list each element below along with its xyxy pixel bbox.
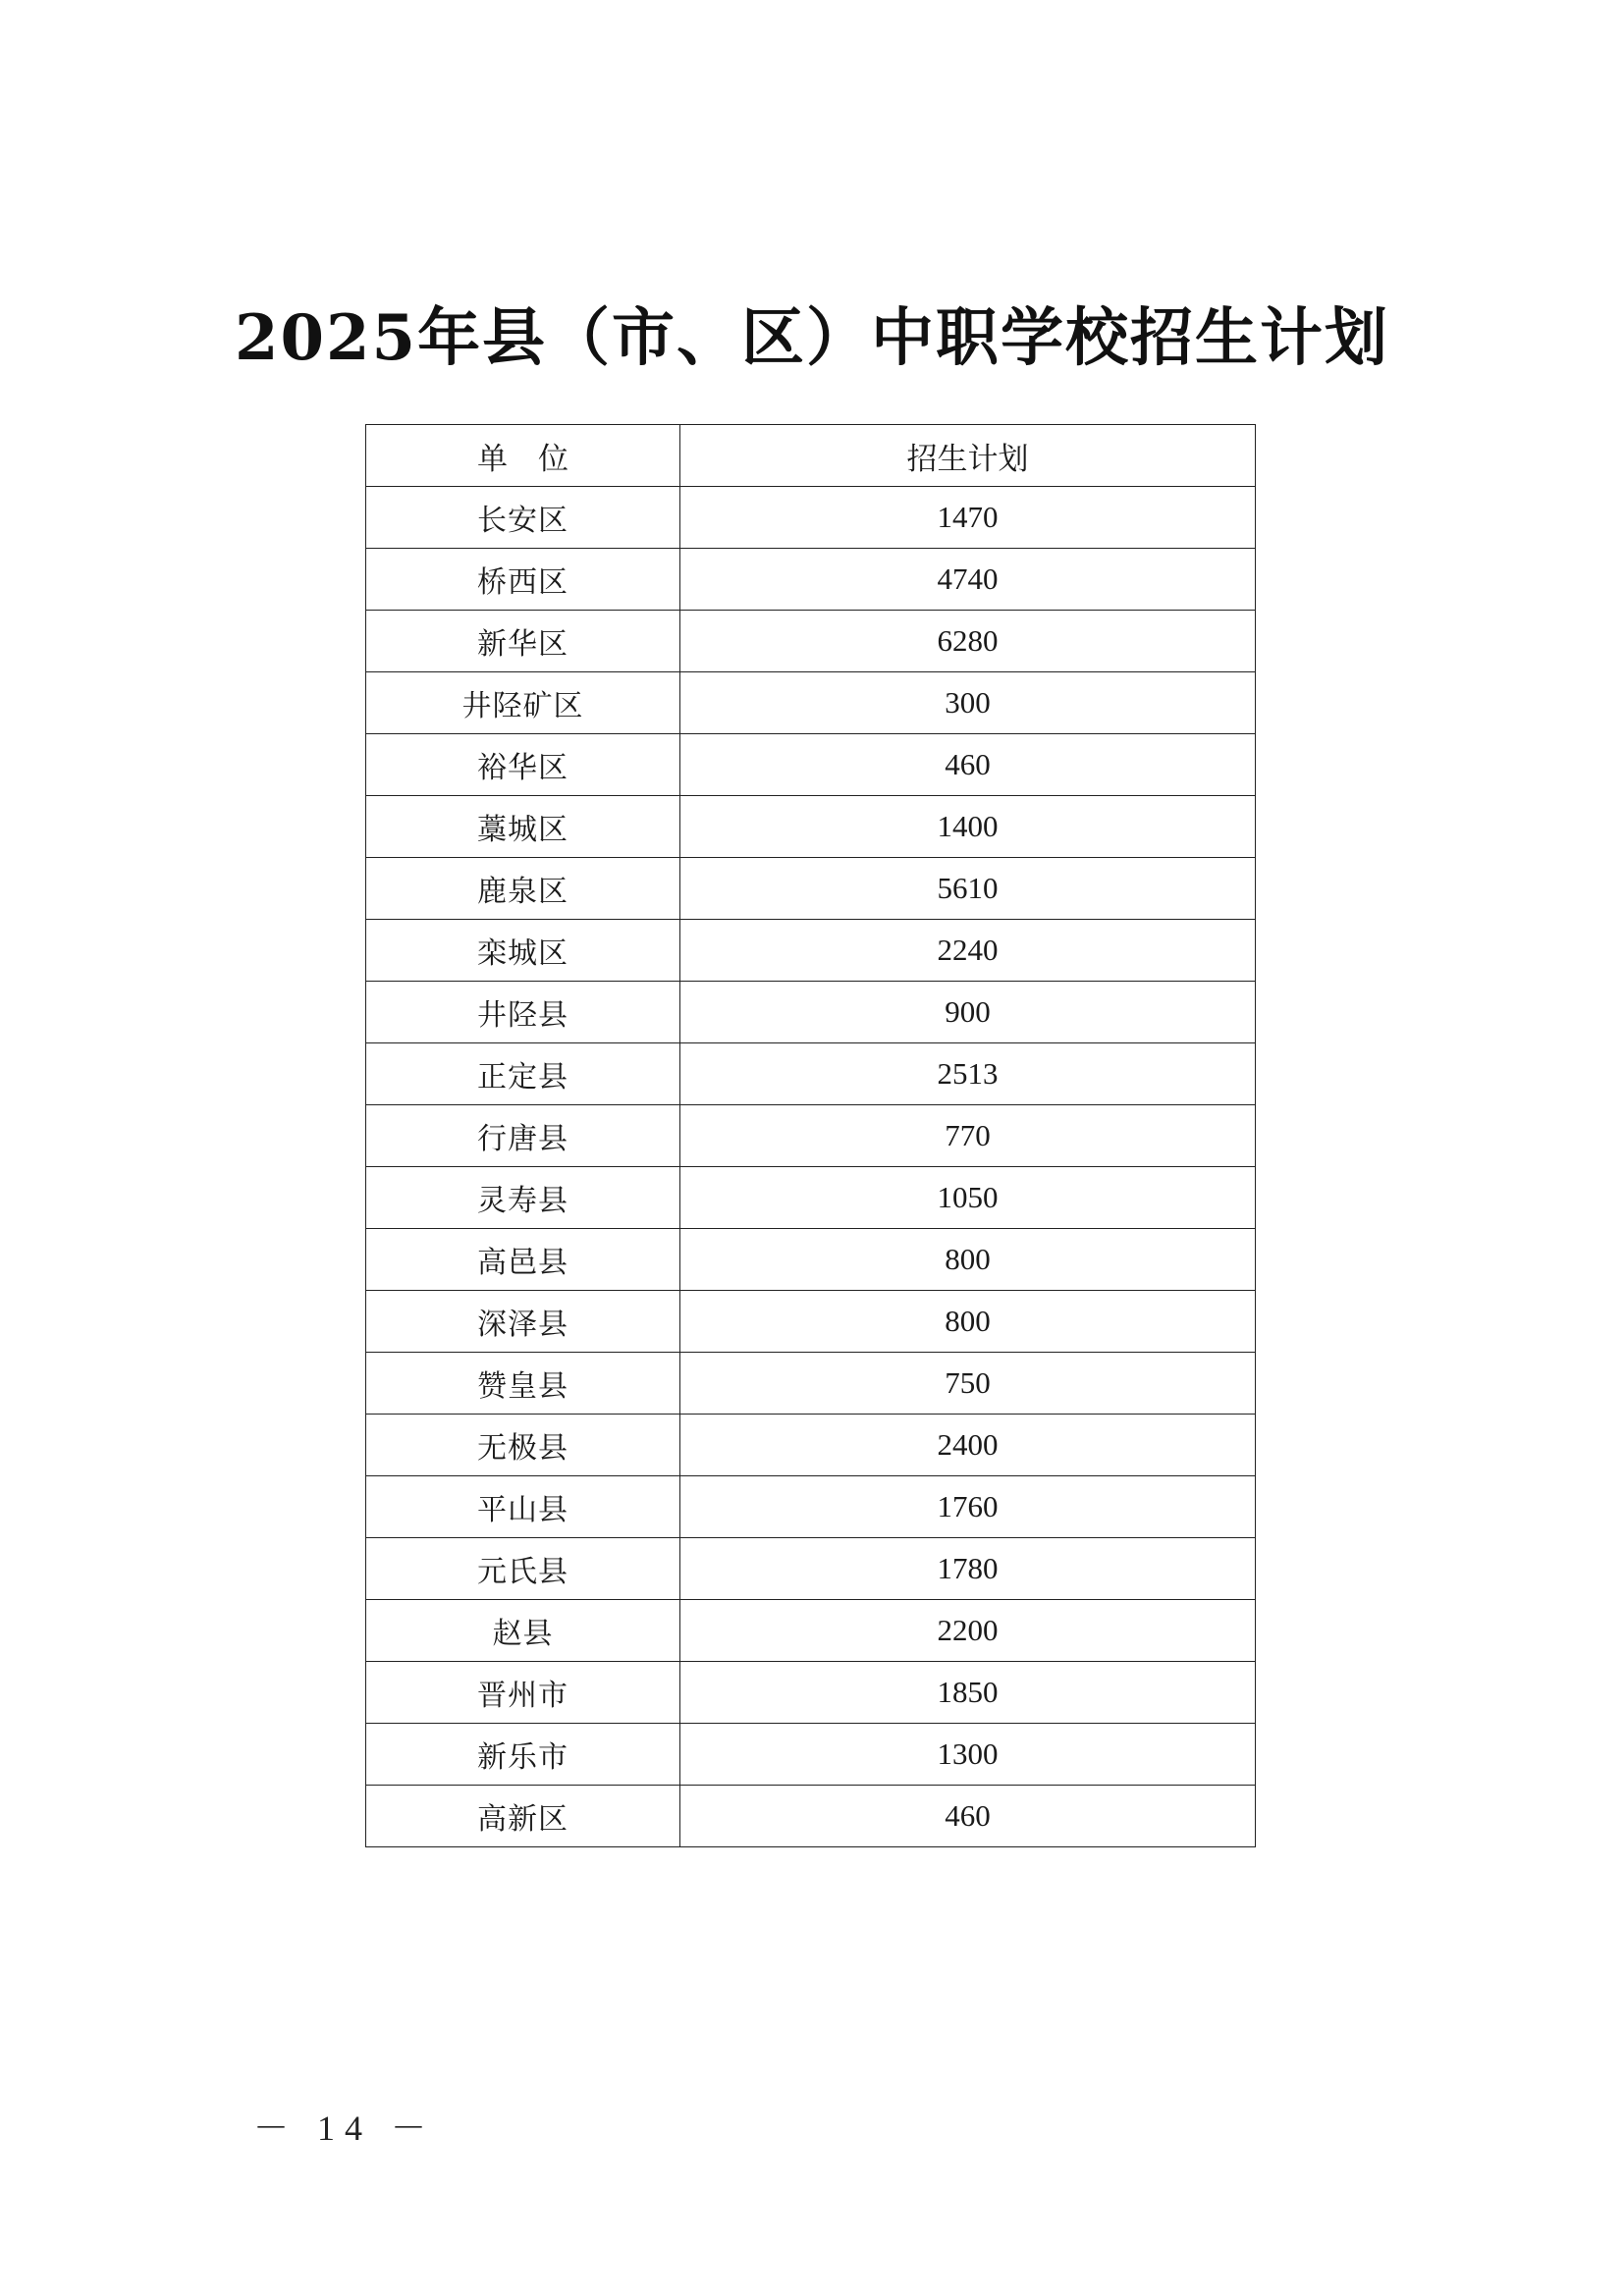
unit-cell: 灵寿县 (366, 1167, 680, 1229)
table-row (366, 1353, 1256, 1415)
plan-cell: 800 (680, 1229, 1256, 1291)
table-row (366, 734, 1256, 796)
plan-cell: 460 (680, 1786, 1256, 1847)
plan-cell: 1470 (680, 487, 1256, 549)
plan-cell: 460 (680, 734, 1256, 796)
table-row (366, 1538, 1256, 1600)
column-header-plan: 招生计划 (680, 425, 1256, 487)
unit-cell: 赵县 (366, 1600, 680, 1662)
unit-cell: 正定县 (366, 1043, 680, 1105)
plan-cell: 2240 (680, 920, 1256, 982)
plan-cell: 2400 (680, 1415, 1256, 1476)
plan-cell: 6280 (680, 611, 1256, 672)
table-header-row (366, 425, 1256, 487)
table-row (366, 611, 1256, 672)
unit-cell: 新华区 (366, 611, 680, 672)
unit-cell: 长安区 (366, 487, 680, 549)
unit-cell: 无极县 (366, 1415, 680, 1476)
plan-cell: 4740 (680, 549, 1256, 611)
plan-cell: 1760 (680, 1476, 1256, 1538)
enrollment-plan-table (365, 424, 1256, 1847)
table-row (366, 858, 1256, 920)
table-row (366, 1043, 1256, 1105)
table-row (366, 487, 1256, 549)
table-row (366, 1415, 1256, 1476)
table-row (366, 1476, 1256, 1538)
unit-cell: 晋州市 (366, 1662, 680, 1724)
plan-cell: 2513 (680, 1043, 1256, 1105)
unit-cell: 平山县 (366, 1476, 680, 1538)
unit-cell: 桥西区 (366, 549, 680, 611)
table-row (366, 1229, 1256, 1291)
column-header-unit: 单 位 (366, 425, 680, 487)
page-title: 2025年县（市、区）中职学校招生计划 (234, 301, 1390, 375)
plan-cell: 1400 (680, 796, 1256, 858)
plan-cell: 300 (680, 672, 1256, 734)
table-row (366, 1662, 1256, 1724)
plan-cell: 750 (680, 1353, 1256, 1415)
unit-cell: 栾城区 (366, 920, 680, 982)
plan-cell: 1050 (680, 1167, 1256, 1229)
table-row (366, 796, 1256, 858)
table-row (366, 920, 1256, 982)
table-row (366, 1724, 1256, 1786)
unit-cell: 鹿泉区 (366, 858, 680, 920)
table-row (366, 1291, 1256, 1353)
table-row (366, 1105, 1256, 1167)
unit-cell: 元氏县 (366, 1538, 680, 1600)
plan-cell: 1780 (680, 1538, 1256, 1600)
unit-cell: 高新区 (366, 1786, 680, 1847)
unit-cell: 赞皇县 (366, 1353, 680, 1415)
unit-cell: 行唐县 (366, 1105, 680, 1167)
table-body (366, 487, 1256, 1847)
plan-cell: 900 (680, 982, 1256, 1043)
plan-cell: 5610 (680, 858, 1256, 920)
table-row (366, 1167, 1256, 1229)
plan-cell: 1300 (680, 1724, 1256, 1786)
plan-cell: 800 (680, 1291, 1256, 1353)
table-row (366, 982, 1256, 1043)
unit-cell: 高邑县 (366, 1229, 680, 1291)
table-row (366, 549, 1256, 611)
unit-cell: 新乐市 (366, 1724, 680, 1786)
unit-cell: 深泽县 (366, 1291, 680, 1353)
unit-cell: 藁城区 (366, 796, 680, 858)
plan-cell: 770 (680, 1105, 1256, 1167)
unit-cell: 裕华区 (366, 734, 680, 796)
table-row (366, 1786, 1256, 1847)
plan-cell: 2200 (680, 1600, 1256, 1662)
unit-cell: 井陉矿区 (366, 672, 680, 734)
unit-cell: 井陉县 (366, 982, 680, 1043)
table-row (366, 1600, 1256, 1662)
plan-cell: 1850 (680, 1662, 1256, 1724)
page-number: － 14 － (253, 2109, 437, 2148)
table-row (366, 672, 1256, 734)
